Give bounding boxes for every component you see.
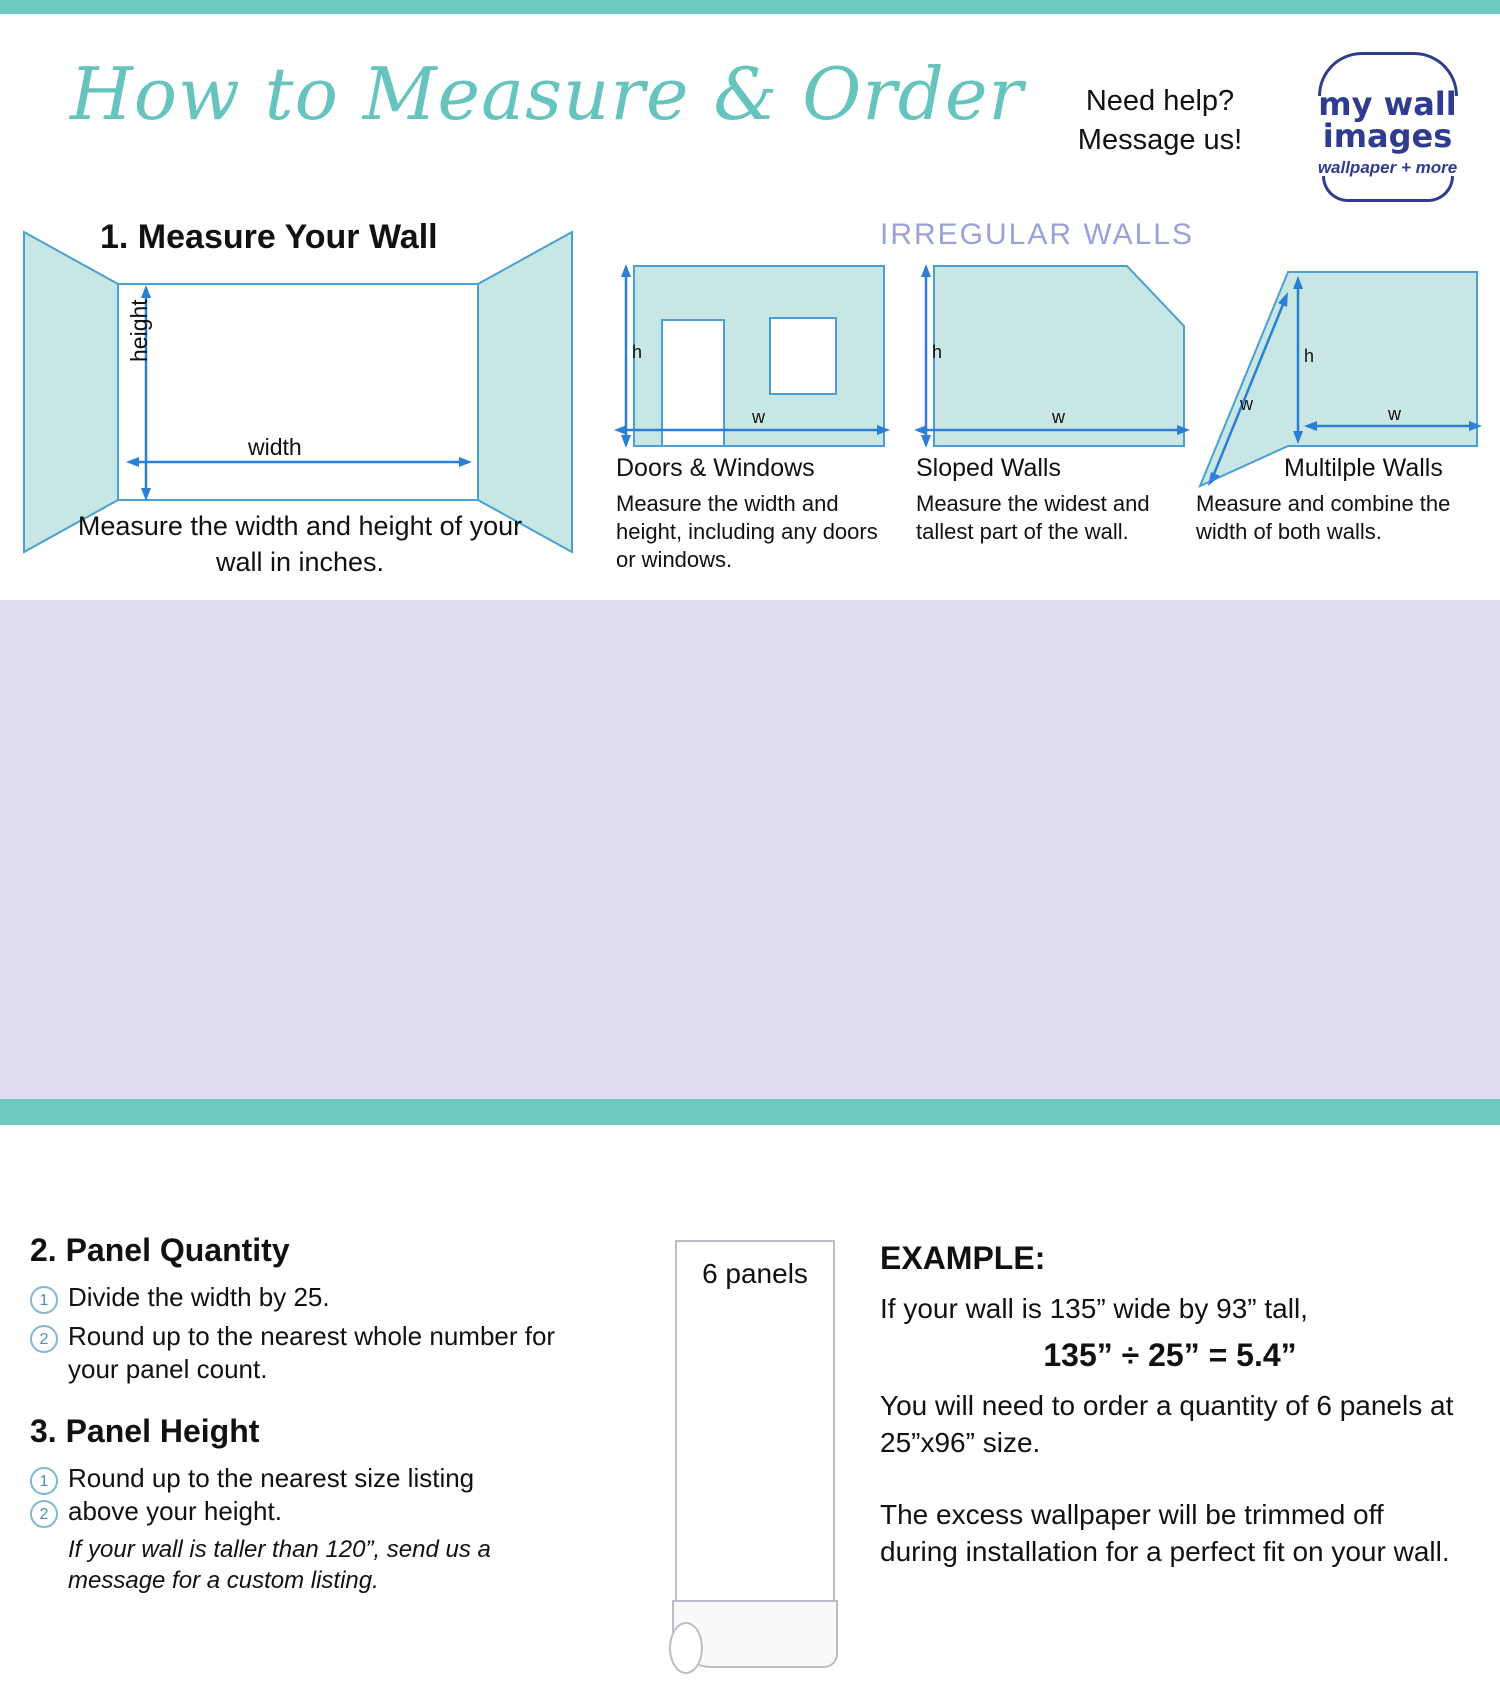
doors-windows-h-label: h	[632, 342, 643, 362]
example-heading: EXAMPLE:	[880, 1240, 1046, 1276]
example-equation: 135” ÷ 25” = 5.4”	[1043, 1337, 1297, 1374]
doors-windows-text: Measure the width and height, including any doors or windows.	[616, 491, 878, 573]
example-column	[880, 1240, 1460, 1580]
doors-windows-w-label: w	[752, 407, 765, 427]
section3-step-2	[30, 1495, 630, 1528]
section1-caption: Measure the width and height of your wall in inches.	[77, 511, 523, 578]
step-text: Round up to the nearest size listing	[68, 1463, 475, 1493]
section2-step-2	[30, 1320, 630, 1385]
sloped-walls-name: Sloped Walls	[916, 454, 1061, 482]
brand-logo	[1300, 50, 1475, 190]
need-help-line1: Need help?	[1085, 85, 1235, 117]
step-number-badge: 2	[30, 1500, 58, 1528]
multiple-walls-text: Measure and combine the width of both walls.	[1196, 491, 1451, 545]
section3-title: 3. Panel Height	[30, 1413, 260, 1449]
multiple-w-label: w	[1388, 404, 1401, 424]
step-number-badge: 1	[30, 1286, 58, 1314]
sloped-walls-text: Measure the widest and tallest part of the wall.	[916, 491, 1150, 545]
sloped-h-label: h	[932, 342, 943, 362]
top-accent-bar	[0, 0, 1500, 14]
multiple-w2-label: w	[1240, 394, 1253, 414]
multiple-walls-name: Multilple Walls	[1284, 454, 1443, 482]
section2-step-1	[30, 1281, 630, 1314]
doors-windows-name: Doors & Windows	[616, 454, 815, 482]
wallpaper-roll-illustration	[675, 1240, 845, 1690]
step-number-badge: 2	[30, 1325, 58, 1353]
example-line1: If your wall is 135” wide by 93” tall,	[880, 1293, 1308, 1324]
logo-line1: my wall	[1318, 85, 1457, 123]
window-shape	[770, 318, 836, 394]
wall-front-face	[118, 284, 478, 500]
irregular-sloped-walls	[912, 258, 1192, 545]
irregular-multiple-walls	[1192, 258, 1492, 545]
example-line3: The excess wallpaper will be trimmed off during installation for a perfect fit on your wall.	[880, 1499, 1450, 1567]
section1-title: 1. Measure Your Wall	[100, 218, 438, 256]
section3-note: If your wall is taller than 120”, send us a message for a custom listing.	[68, 1536, 491, 1595]
wall-height-label: height	[126, 299, 152, 362]
roll-curl-end	[669, 1622, 703, 1674]
page-title: How to Measure & Order	[70, 52, 1024, 136]
sloped-w-label: w	[1052, 407, 1065, 427]
logo-line2: images	[1322, 117, 1453, 155]
logo-arc-bottom-icon	[1322, 176, 1454, 202]
wall-right-panel	[478, 232, 572, 552]
step-text: above your height.	[68, 1496, 282, 1526]
roll-panel-count-label: 6 panels	[702, 1258, 808, 1289]
example-spacer	[880, 1471, 1460, 1497]
irregular-doors-windows	[612, 258, 892, 573]
need-help-line2: Message us!	[1077, 124, 1243, 157]
step-number-badge: 1	[30, 1467, 58, 1495]
roll-sheet	[675, 1240, 835, 1610]
step-text: Divide the width by 25.	[68, 1282, 330, 1312]
need-help-text	[1045, 82, 1275, 160]
door-shape	[662, 320, 724, 446]
wall-width-label: width	[248, 434, 302, 460]
irregular-walls-title: IRREGULAR WALLS	[880, 218, 1194, 251]
example-line2: You will need to order a quantity of 6 panels at 25”x96” size.	[880, 1390, 1454, 1458]
step-text: Round up to the nearest whole number for your panel count.	[68, 1321, 556, 1384]
lower-panel	[0, 600, 1500, 1595]
logo-tagline: wallpaper + more	[1317, 158, 1458, 177]
wall-left-panel	[24, 232, 118, 552]
steps-column	[30, 1232, 630, 1596]
section2-title: 2. Panel Quantity	[30, 1232, 290, 1268]
bottom-accent-bar	[0, 1099, 1500, 1125]
section3-step-1	[30, 1462, 630, 1495]
multiple-h-label: h	[1304, 346, 1315, 366]
